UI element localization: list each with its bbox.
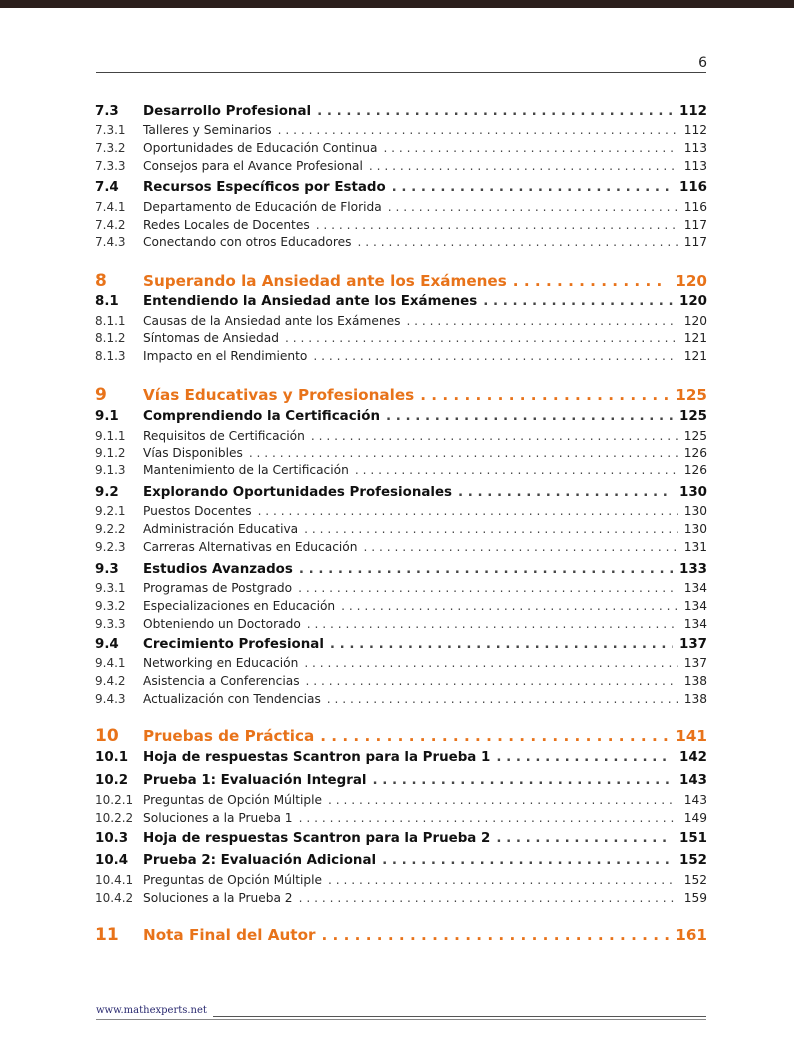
toc-number: 10.4.1 bbox=[95, 873, 134, 887]
toc-title: Programas de Postgrado bbox=[143, 581, 293, 595]
dot-leader bbox=[327, 692, 678, 706]
dot-leader bbox=[341, 599, 678, 613]
toc-number: 7.3.1 bbox=[95, 123, 126, 137]
toc-title: Actualización con Tendencias bbox=[143, 692, 321, 706]
toc-page-number: 125 bbox=[679, 409, 707, 424]
toc-page-number: 130 bbox=[683, 522, 707, 536]
footer-rule-lower bbox=[96, 1019, 706, 1020]
toc-page-number: 152 bbox=[679, 853, 707, 868]
toc-subsection[interactable] bbox=[95, 331, 707, 345]
dot-leader bbox=[299, 891, 678, 905]
toc-title: Talleres y Seminarios bbox=[143, 123, 272, 137]
toc-section[interactable] bbox=[95, 637, 707, 652]
toc-number: 10.4.2 bbox=[95, 891, 134, 905]
toc-page-number: 142 bbox=[679, 750, 707, 765]
toc-title: Nota Final del Autor bbox=[143, 926, 316, 944]
toc-subsection[interactable] bbox=[95, 599, 707, 613]
toc-page-number: 113 bbox=[683, 141, 707, 155]
toc-number: 9.1.3 bbox=[95, 463, 126, 477]
toc-subsection[interactable] bbox=[95, 617, 707, 631]
dot-leader bbox=[299, 562, 673, 577]
toc-page-number: 112 bbox=[683, 123, 707, 137]
toc-section[interactable] bbox=[95, 180, 707, 195]
toc-subsection[interactable] bbox=[95, 504, 707, 518]
toc-section[interactable] bbox=[95, 562, 707, 577]
toc-subsection[interactable] bbox=[95, 811, 707, 825]
toc-number: 8 bbox=[95, 271, 107, 291]
toc-number: 7.3.2 bbox=[95, 141, 126, 155]
toc-number: 8.1.2 bbox=[95, 331, 126, 345]
toc-title: Prueba 1: Evaluación Integral bbox=[143, 773, 367, 788]
top-bar bbox=[0, 0, 794, 8]
toc-title: Obteniendo un Doctorado bbox=[143, 617, 301, 631]
toc-page-number: 137 bbox=[679, 637, 707, 652]
toc-page-number: 121 bbox=[683, 349, 707, 363]
toc-number: 10.1 bbox=[95, 750, 129, 765]
toc-page-number: 138 bbox=[683, 692, 707, 706]
toc-number: 11 bbox=[95, 925, 119, 945]
toc-title: Desarrollo Profesional bbox=[143, 104, 312, 119]
dot-leader bbox=[322, 926, 670, 944]
dot-leader bbox=[363, 540, 677, 554]
toc-page-number: 134 bbox=[683, 599, 707, 613]
dot-leader bbox=[483, 294, 673, 309]
toc-page-number: 112 bbox=[679, 104, 707, 119]
toc-page-number: 120 bbox=[675, 272, 707, 290]
toc-section[interactable] bbox=[95, 294, 707, 309]
toc-chapter[interactable] bbox=[95, 271, 707, 291]
toc-page-number: 143 bbox=[683, 793, 707, 807]
dot-leader bbox=[372, 773, 673, 788]
toc-title: Preguntas de Opción Múltiple bbox=[143, 793, 323, 807]
dot-leader bbox=[382, 853, 673, 868]
dot-leader bbox=[458, 485, 673, 500]
toc-section[interactable] bbox=[95, 485, 707, 500]
toc-page-number: 117 bbox=[683, 218, 707, 232]
toc-title: Conectando con otros Educadores bbox=[143, 235, 352, 249]
toc-chapter[interactable] bbox=[95, 385, 707, 405]
dot-leader bbox=[496, 750, 673, 765]
toc-number: 7.4.3 bbox=[95, 235, 126, 249]
toc-subsection[interactable] bbox=[95, 674, 707, 688]
dot-leader bbox=[392, 180, 673, 195]
toc-page-number: 161 bbox=[675, 926, 707, 944]
toc-subsection[interactable] bbox=[95, 159, 707, 173]
toc-number: 9.2.3 bbox=[95, 540, 126, 554]
toc-page-number: 116 bbox=[679, 180, 707, 195]
dot-leader bbox=[320, 727, 669, 745]
toc-page-number: 137 bbox=[683, 656, 707, 670]
toc-subsection[interactable] bbox=[95, 522, 707, 536]
dot-leader bbox=[330, 637, 673, 652]
dot-leader bbox=[357, 235, 677, 249]
toc-number: 10.2.2 bbox=[95, 811, 134, 825]
dot-leader bbox=[316, 218, 678, 232]
dot-leader bbox=[306, 674, 678, 688]
toc-number: 9.4.2 bbox=[95, 674, 126, 688]
toc-title: Oportunidades de Educación Continua bbox=[143, 141, 378, 155]
toc-title: Networking en Educación bbox=[143, 656, 299, 670]
toc-page-number: 143 bbox=[679, 773, 707, 788]
toc-title: Mantenimiento de la Certificación bbox=[143, 463, 349, 477]
toc-subsection[interactable] bbox=[95, 446, 707, 460]
toc-section[interactable] bbox=[95, 853, 707, 868]
dot-leader bbox=[406, 314, 677, 328]
toc-title: Hoja de respuestas Scantron para la Prueba 2 bbox=[143, 831, 491, 846]
toc-page-number: 152 bbox=[683, 873, 707, 887]
toc-title: Puestos Docentes bbox=[143, 504, 252, 518]
dot-leader bbox=[278, 123, 678, 137]
toc-number: 10 bbox=[95, 726, 119, 746]
toc-page-number: 116 bbox=[683, 200, 707, 214]
toc-page-number: 117 bbox=[683, 235, 707, 249]
toc-title: Departamento de Educación de Florida bbox=[143, 200, 382, 214]
toc-subsection[interactable] bbox=[95, 581, 707, 595]
dot-leader bbox=[299, 811, 678, 825]
dot-leader bbox=[386, 409, 673, 424]
toc-subsection[interactable] bbox=[95, 235, 707, 249]
toc-title: Causas de la Ansiedad ante los Exámenes bbox=[143, 314, 401, 328]
toc-number: 10.4 bbox=[95, 853, 129, 868]
dot-leader bbox=[383, 141, 677, 155]
toc-number: 7.3.3 bbox=[95, 159, 126, 173]
toc-title: Hoja de respuestas Scantron para la Prueba 1 bbox=[143, 750, 491, 765]
toc-chapter[interactable] bbox=[95, 925, 707, 945]
toc-subsection[interactable] bbox=[95, 200, 707, 214]
toc-page-number: 149 bbox=[683, 811, 707, 825]
toc-title: Requisitos de Certificación bbox=[143, 429, 305, 443]
toc-subsection[interactable] bbox=[95, 429, 707, 443]
dot-leader bbox=[311, 429, 678, 443]
toc-number: 8.1.3 bbox=[95, 349, 126, 363]
toc-title: Superando la Ansiedad ante los Exámenes bbox=[143, 272, 507, 290]
toc-number: 10.2.1 bbox=[95, 793, 134, 807]
toc-number: 9.2.1 bbox=[95, 504, 126, 518]
toc-number: 10.2 bbox=[95, 773, 129, 788]
toc-title: Especializaciones en Educación bbox=[143, 599, 336, 613]
toc-page-number: 141 bbox=[675, 727, 707, 745]
toc-number: 9.2.2 bbox=[95, 522, 126, 536]
toc-number: 8.1.1 bbox=[95, 314, 126, 328]
toc-page-number: 121 bbox=[683, 331, 707, 345]
toc-title: Soluciones a la Prueba 1 bbox=[143, 811, 293, 825]
toc-number: 7.4 bbox=[95, 180, 119, 195]
toc-title: Explorando Oportunidades Profesionales bbox=[143, 485, 453, 500]
toc-title: Preguntas de Opción Múltiple bbox=[143, 873, 323, 887]
toc-number: 9.3.2 bbox=[95, 599, 126, 613]
toc-number: 9.1.1 bbox=[95, 429, 126, 443]
toc-subsection[interactable] bbox=[95, 793, 707, 807]
toc-number: 10.3 bbox=[95, 831, 129, 846]
toc-subsection[interactable] bbox=[95, 463, 707, 477]
toc-subsection[interactable] bbox=[95, 123, 707, 137]
toc-number: 9.3.1 bbox=[95, 581, 126, 595]
toc-title: Impacto en el Rendimiento bbox=[143, 349, 308, 363]
toc-title: Asistencia a Conferencias bbox=[143, 674, 300, 688]
footer-website-link[interactable]: www.mathexperts.net bbox=[96, 1005, 207, 1016]
dot-leader bbox=[304, 522, 678, 536]
toc-subsection[interactable] bbox=[95, 540, 707, 554]
toc-page-number: 120 bbox=[679, 294, 707, 309]
toc-subsection[interactable] bbox=[95, 349, 707, 363]
dot-leader bbox=[513, 272, 670, 290]
toc-page-number: 120 bbox=[683, 314, 707, 328]
dot-leader bbox=[388, 200, 678, 214]
toc-subsection[interactable] bbox=[95, 656, 707, 670]
toc-title: Recursos Específicos por Estado bbox=[143, 180, 386, 195]
toc-title: Estudios Avanzados bbox=[143, 562, 293, 577]
toc-subsection[interactable] bbox=[95, 891, 707, 905]
dot-leader bbox=[313, 349, 677, 363]
toc-section[interactable] bbox=[95, 104, 707, 119]
toc-title: Redes Locales de Docentes bbox=[143, 218, 310, 232]
toc-title: Comprendiendo la Certificación bbox=[143, 409, 380, 424]
toc-section[interactable] bbox=[95, 409, 707, 424]
dot-leader bbox=[317, 104, 673, 119]
toc-page-number: 159 bbox=[683, 891, 707, 905]
toc-title: Consejos para el Avance Profesional bbox=[143, 159, 363, 173]
toc-page-number: 125 bbox=[683, 429, 707, 443]
toc-subsection[interactable] bbox=[95, 692, 707, 706]
toc-page-number: 133 bbox=[679, 562, 707, 577]
toc-number: 9.4.3 bbox=[95, 692, 126, 706]
toc-page-number: 126 bbox=[683, 463, 707, 477]
toc-subsection[interactable] bbox=[95, 218, 707, 232]
toc-title: Vías Disponibles bbox=[143, 446, 243, 460]
toc-title: Prueba 2: Evaluación Adicional bbox=[143, 853, 377, 868]
toc-subsection[interactable] bbox=[95, 141, 707, 155]
toc-title: Administración Educativa bbox=[143, 522, 299, 536]
toc-number: 7.4.2 bbox=[95, 218, 126, 232]
toc-page-number: 125 bbox=[675, 386, 707, 404]
toc-title: Vías Educativas y Profesionales bbox=[143, 386, 415, 404]
toc-page-number: 130 bbox=[679, 485, 707, 500]
toc-page-number: 113 bbox=[683, 159, 707, 173]
dot-leader bbox=[369, 159, 678, 173]
toc-subsection[interactable] bbox=[95, 314, 707, 328]
toc-number: 9.4 bbox=[95, 637, 119, 652]
dot-leader bbox=[258, 504, 678, 518]
toc-page-number: 130 bbox=[683, 504, 707, 518]
toc-title: Crecimiento Profesional bbox=[143, 637, 324, 652]
toc-title: Carreras Alternativas en Educación bbox=[143, 540, 358, 554]
toc-title: Entendiendo la Ansiedad ante los Exámenes bbox=[143, 294, 478, 309]
toc-number: 9.1 bbox=[95, 409, 119, 424]
toc-section[interactable] bbox=[95, 831, 707, 846]
toc-number: 8.1 bbox=[95, 294, 119, 309]
header-rule bbox=[96, 72, 706, 73]
toc-page-number: 134 bbox=[683, 617, 707, 631]
dot-leader bbox=[298, 581, 678, 595]
toc-page-number: 131 bbox=[683, 540, 707, 554]
toc-number: 9.2 bbox=[95, 485, 119, 500]
dot-leader bbox=[496, 831, 673, 846]
dot-leader bbox=[328, 873, 678, 887]
dot-leader bbox=[285, 331, 678, 345]
toc-number: 9 bbox=[95, 385, 107, 405]
toc-number: 9.3 bbox=[95, 562, 119, 577]
toc-page-number: 151 bbox=[679, 831, 707, 846]
toc-number: 9.3.3 bbox=[95, 617, 126, 631]
dot-leader bbox=[328, 793, 678, 807]
toc-title: Soluciones a la Prueba 2 bbox=[143, 891, 293, 905]
toc-page-number: 138 bbox=[683, 674, 707, 688]
toc-subsection[interactable] bbox=[95, 873, 707, 887]
toc-page-number: 134 bbox=[683, 581, 707, 595]
toc-title: Pruebas de Práctica bbox=[143, 727, 315, 745]
footer-rule bbox=[213, 1016, 706, 1017]
toc-number: 7.4.1 bbox=[95, 200, 126, 214]
dot-leader bbox=[355, 463, 678, 477]
toc-chapter[interactable] bbox=[95, 726, 707, 746]
toc-number: 9.1.2 bbox=[95, 446, 126, 460]
toc-number: 9.4.1 bbox=[95, 656, 126, 670]
toc-page-number: 126 bbox=[683, 446, 707, 460]
toc-section[interactable] bbox=[95, 773, 707, 788]
dot-leader bbox=[304, 656, 677, 670]
toc-title: Síntomas de Ansiedad bbox=[143, 331, 279, 345]
dot-leader bbox=[307, 617, 678, 631]
toc-section[interactable] bbox=[95, 750, 707, 765]
page-number: 6 bbox=[698, 55, 707, 71]
dot-leader bbox=[420, 386, 669, 404]
dot-leader bbox=[249, 446, 678, 460]
toc-number: 7.3 bbox=[95, 104, 119, 119]
